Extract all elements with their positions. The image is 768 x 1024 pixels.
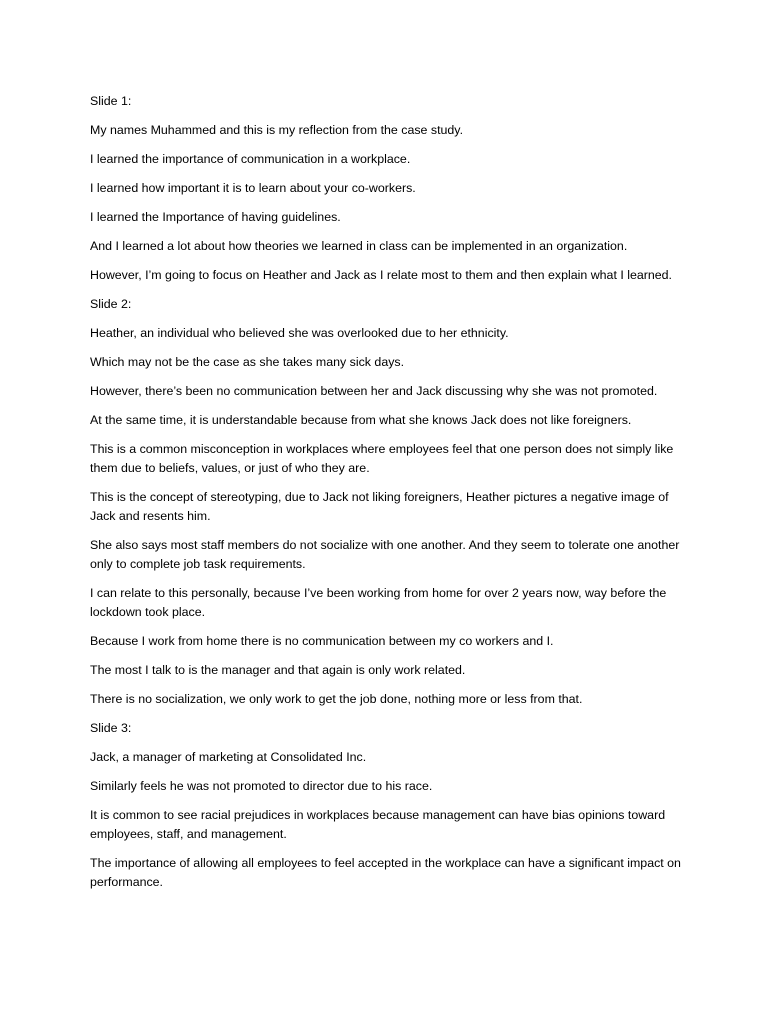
paragraph: However, there’s been no communication between her and Jack discussing why she was not promoted. (90, 384, 658, 398)
paragraph: The importance of allowing all employees to feel accepted in the workplace can have a significant impact on performance. (90, 856, 681, 889)
paragraph: Heather, an individual who believed she was overlooked due to her ethnicity. (90, 326, 509, 340)
paragraph: And I learned a lot about how theories we learned in class can be implemented in an organization. (90, 239, 628, 253)
paragraph: There is no socialization, we only work to get the job done, nothing more or less from that. (90, 692, 583, 706)
paragraph: I learned the Importance of having guidelines. (90, 210, 341, 224)
paragraph: She also says most staff members do not socialize with one another. And they seem to tolerate one another only to complete job task requirements. (90, 538, 680, 571)
paragraph: This is the concept of stereotyping, due to Jack not liking foreigners, Heather pictures a negative image of Jack and resents him. (90, 490, 669, 523)
paragraph: At the same time, it is understandable because from what she knows Jack does not like foreigners. (90, 413, 632, 427)
paragraph: I learned the importance of communication in a workplace. (90, 152, 411, 166)
paragraph: I learned how important it is to learn about your co-workers. (90, 181, 416, 195)
slide-3-heading: Slide 3: (90, 721, 132, 735)
paragraph: The most I talk to is the manager and that again is only work related. (90, 663, 466, 677)
paragraph: This is a common misconception in workplaces where employees feel that one person does not simply like them due to beliefs, values, or just of who they are. (90, 442, 674, 475)
paragraph: My names Muhammed and this is my reflection from the case study. (90, 123, 464, 137)
paragraph: Similarly feels he was not promoted to director due to his race. (90, 779, 433, 793)
paragraph: Which may not be the case as she takes many sick days. (90, 355, 405, 369)
slide-2-heading: Slide 2: (90, 297, 132, 311)
paragraph: It is common to see racial prejudices in workplaces because management can have bias opinions toward employees, staff, and management. (90, 808, 666, 841)
document-page (90, 92, 690, 902)
paragraph: I can relate to this personally, because I’ve been working from home for over 2 years now, way before the lockdown took place. (90, 586, 667, 619)
paragraph: However, I’m going to focus on Heather and Jack as I relate most to them and then explain what I learned. (90, 268, 672, 282)
slide-1-heading: Slide 1: (90, 94, 132, 108)
paragraph: Because I work from home there is no communication between my co workers and I. (90, 634, 554, 648)
paragraph: Jack, a manager of marketing at Consolidated Inc. (90, 750, 367, 764)
